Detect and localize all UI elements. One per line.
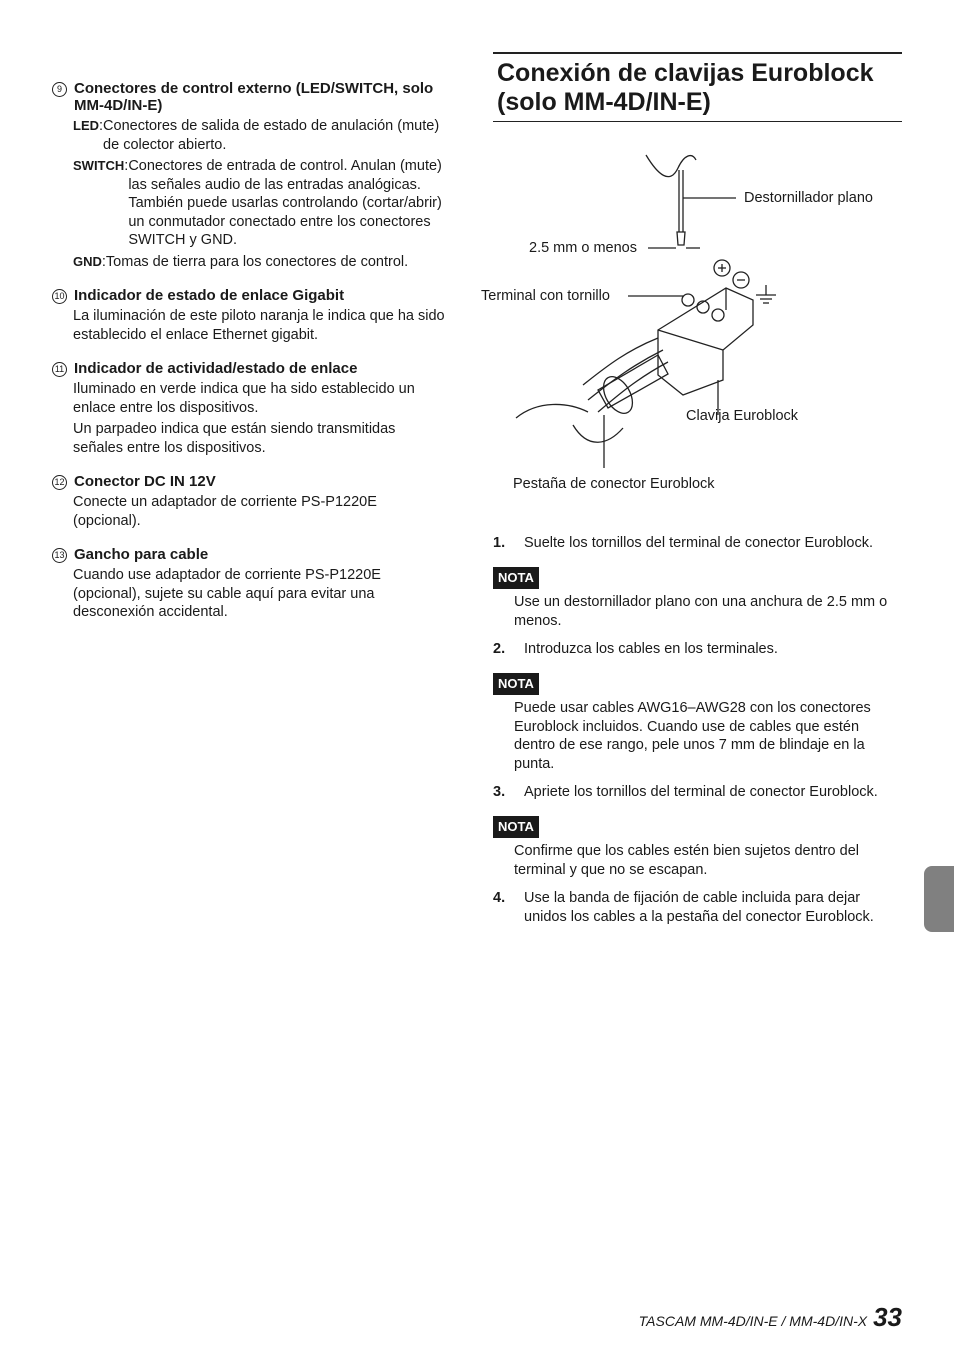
definition-gnd: [73, 253, 447, 272]
step-item: [493, 783, 902, 802]
definition-text: Tomas de tierra para los conectores de control.: [105, 253, 409, 270]
step-number: 4.: [493, 890, 506, 906]
section-title: Gancho para cable: [74, 546, 209, 563]
step-item: [493, 889, 902, 926]
screwdriver-handle-outline: [646, 155, 696, 177]
procedure-steps: [493, 534, 902, 938]
item-number-badge: 11: [52, 362, 67, 377]
step-number: 3.: [493, 784, 506, 800]
section-paragraph: Iluminado en verde indica que ha sido establecido un enlace entre los dispositivos.: [73, 381, 415, 416]
section-paragraph: Cuando use adaptador de corriente PS-P1220E (opcional), sujete su cable aquí para evitar una desconexión accidental.: [73, 567, 381, 620]
section-external-control: [52, 80, 447, 271]
item-number-badge: 12: [52, 475, 67, 490]
step-item: [493, 534, 902, 553]
euroblock-plug-body: [658, 288, 753, 395]
definition-text: Conectores de entrada de control. Anulan (mute) las señales audio de las entradas analógicas. También puede usarlas controlando (cortar/abrir) un conmutador conectado entre los conectores SWITCH y GND.: [128, 158, 442, 248]
section-gigabit-indicator: [52, 287, 447, 344]
item-number-badge: 13: [52, 548, 67, 563]
section-title: Indicador de estado de enlace Gigabit: [74, 287, 345, 304]
section-dc-in: [52, 473, 447, 530]
cable-curve: [516, 404, 588, 418]
section-cable-hook: [52, 546, 447, 622]
screwdriver-label: Destornillador plano: [744, 190, 873, 206]
step-text: Introduzca los cables en los terminales.: [524, 641, 778, 657]
screwdriver-tip: [677, 232, 685, 245]
section-paragraph: Conecte un adaptador de corriente PS-P1220E (opcional).: [73, 494, 377, 529]
plug-label: Clavija Euroblock: [686, 408, 799, 424]
definition-text: Conectores de salida de estado de anulación (mute) de colector abierto.: [103, 118, 440, 153]
footer-model: TASCAM MM-4D/IN-E / MM-4D/IN-X: [638, 1313, 868, 1329]
step-text: Apriete los tornillos del terminal de conector Euroblock.: [524, 784, 878, 800]
definition-led: [73, 117, 447, 154]
width-label: 2.5 mm o menos: [529, 240, 637, 256]
right-column-header: [493, 52, 902, 122]
nota-badge: NOTA: [493, 567, 539, 590]
nota-badge: NOTA: [493, 673, 539, 696]
left-column: [52, 80, 447, 638]
title-rule-bottom: [493, 121, 902, 122]
definition-separator: :: [101, 253, 106, 270]
nota-text: Puede usar cables AWG16–AWG28 con los conectores Euroblock incluidos. Cuando use de cables que estén dentro de ese rango, pele unos 7 mm de blindaje en la punta.: [514, 700, 871, 772]
step-item: [493, 640, 902, 659]
step-number: 2.: [493, 641, 506, 657]
nota-text: Confirme que los cables estén bien sujetos dentro del terminal y que no se escapan.: [514, 843, 859, 878]
step-text: Use la banda de fijación de cable incluida para dejar unidos los cables a la pestaña del conector Euroblock.: [524, 890, 874, 925]
item-number-badge: 10: [52, 289, 67, 304]
page-footer: [639, 1302, 902, 1333]
terminal-screw: [682, 294, 694, 306]
section-paragraph: La iluminación de este piloto naranja le indica que ha sido establecido el enlace Ethernet gigabit.: [73, 308, 445, 343]
euroblock-diagram: [478, 150, 908, 500]
section-activity-indicator: [52, 360, 447, 457]
nota-badge: NOTA: [493, 816, 539, 839]
definition-separator: :: [124, 158, 129, 174]
definition-term: GND: [73, 253, 102, 269]
section-paragraph: Un parpadeo indica que están siendo transmitidas señales entre los dispositivos.: [73, 421, 396, 456]
step-number: 1.: [493, 535, 506, 551]
tab-label: Pestaña de conector Euroblock: [513, 476, 715, 492]
item-number-badge: 9: [52, 82, 67, 97]
section-title: Conector DC IN 12V: [74, 473, 216, 490]
cable-curve: [573, 425, 623, 442]
step-text: Suelte los tornillos del terminal de conector Euroblock.: [524, 535, 873, 551]
section-title: Indicador de actividad/estado de enlace: [74, 360, 358, 377]
page-title: Conexión de clavijas Euroblock (solo MM-4D/IN-E): [497, 59, 874, 116]
definition-switch: [73, 157, 447, 250]
terminal-label: Terminal con tornillo: [481, 288, 610, 304]
page-number: 33: [873, 1302, 902, 1332]
chapter-side-tab: [924, 866, 954, 932]
definition-term: LED: [73, 118, 99, 133]
nota-text: Use un destornillador plano con una anchura de 2.5 mm o menos.: [514, 594, 888, 629]
definition-separator: :: [99, 118, 104, 134]
section-title: Conectores de control externo (LED/SWITCH, solo MM-4D/IN-E): [74, 80, 434, 114]
terminal-screw: [712, 309, 724, 321]
definition-term: SWITCH: [73, 158, 125, 173]
